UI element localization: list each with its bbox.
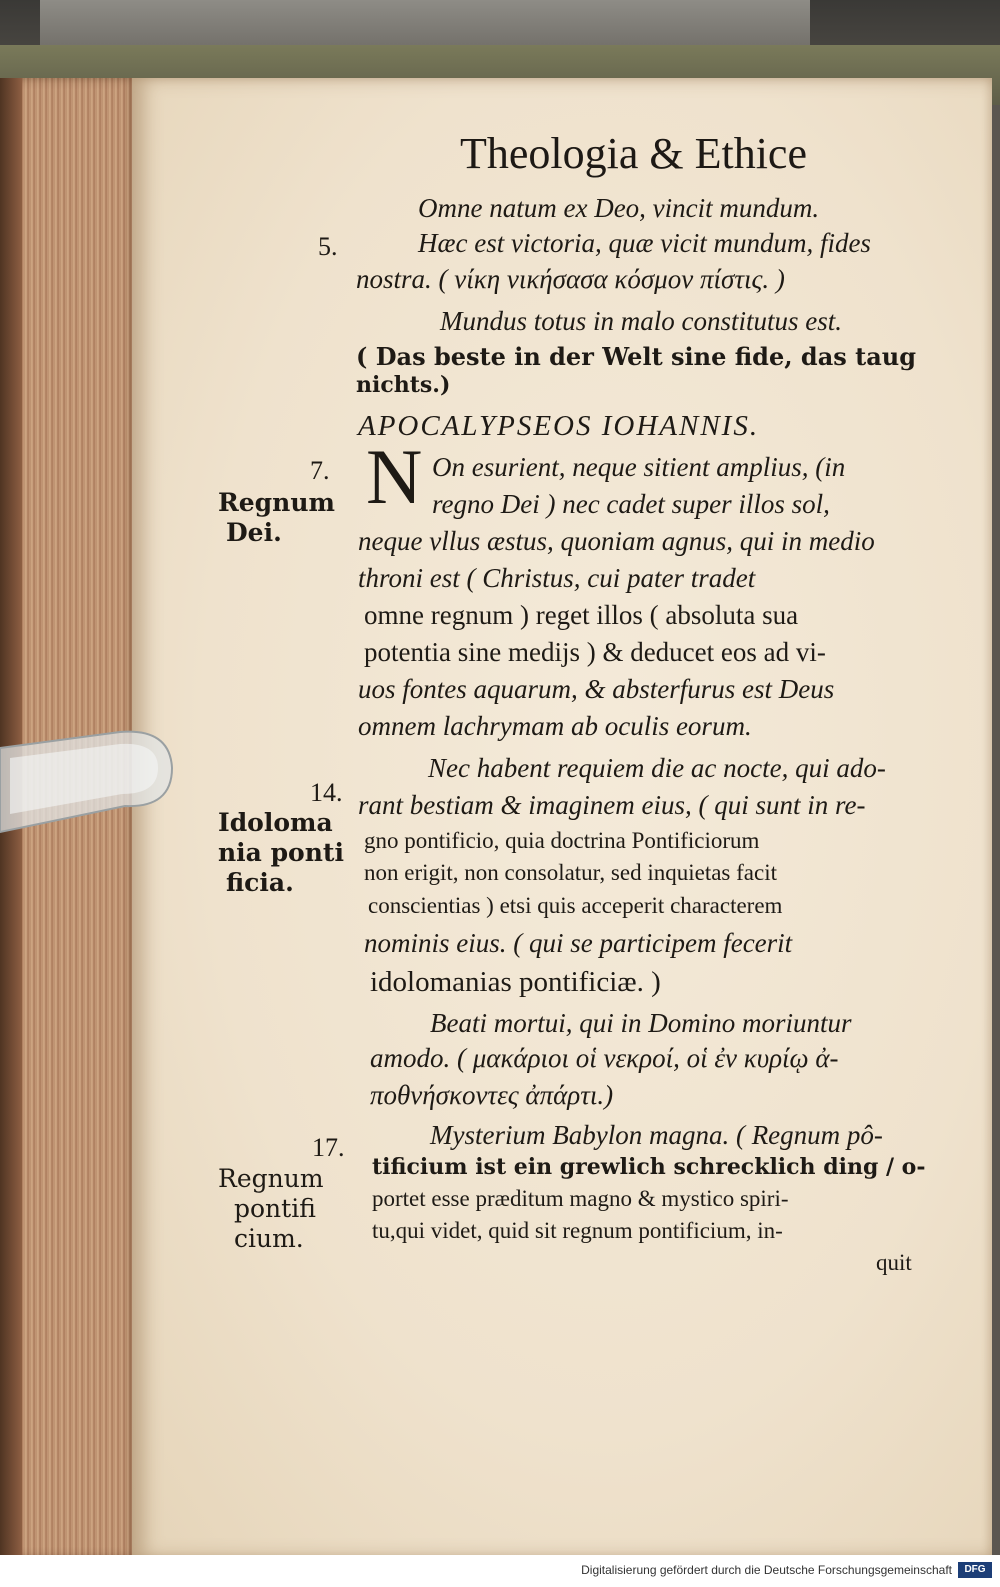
text-line: neque vllus æstus, quoniam agnus, qui in medio <box>358 526 875 556</box>
margin-note: pontifi <box>234 1194 316 1223</box>
section-heading: APOCALYPSEOS IOHANNIS. <box>358 410 760 442</box>
text-line: amodo. ( μακάριοι οἱ νεκροί, οἱ ἐν κυρίῳ ἀ- <box>370 1043 839 1073</box>
text-line: omne regnum ) reget illos ( absoluta sua <box>364 600 799 630</box>
text-line: conscientias ) etsi quis acceperit characterem <box>368 893 783 918</box>
text-line: Mundus totus in malo constitutus est. <box>440 306 843 336</box>
margin-note: ficia. <box>226 868 294 897</box>
margin-note: Idoloma <box>218 808 333 837</box>
margin-note: Regnum <box>218 1164 324 1193</box>
text-line: idolomanias pontificiæ. ) <box>370 966 661 998</box>
text-line: On esurient, neque sitient amplius, (in <box>432 452 846 482</box>
text-line: omnem lachrymam ab oculis eorum. <box>358 711 752 741</box>
margin-note: Dei. <box>226 518 282 547</box>
text-line: regno Dei ) nec cadet super illos sol, <box>432 489 830 519</box>
text-line: portet esse præditum magno & mystico spiri- <box>372 1186 789 1211</box>
verse-number: 7. <box>310 456 330 485</box>
glass-page-clip <box>0 728 175 848</box>
text-line: tificium ist ein grewlich schrecklich ding / o- <box>372 1154 926 1180</box>
verse-number: 14. <box>310 778 343 807</box>
catchword: quit <box>876 1250 912 1275</box>
text-line: throni est ( Christus, cui pater tradet <box>358 563 756 593</box>
text-line: Beati mortui, qui in Domino moriuntur <box>430 1008 852 1038</box>
text-line: rant bestiam & imaginem eius, ( qui sunt in re- <box>358 790 866 820</box>
verse-number: 5. <box>318 232 338 261</box>
running-head: Theologia & Ethice <box>460 129 807 178</box>
verse-number: 17. <box>312 1133 345 1162</box>
drop-capital: N <box>366 433 423 520</box>
text-line: nominis eius. ( qui se participem fecerit <box>364 928 793 958</box>
text-line: uos fontes aquarum, & absterfurus est Deus <box>358 674 835 704</box>
dfg-logo: DFG <box>958 1562 992 1578</box>
text-line: nostra. ( νίκη νικήσασα κόσμον πίστις. ) <box>356 264 785 294</box>
text-line: Nec habent requiem die ac nocte, qui ado- <box>428 753 886 783</box>
text-line: gno pontificio, quia doctrina Pontificiorum <box>364 828 760 853</box>
text-line: ποθνήσκοντες ἀπάρτι.) <box>370 1080 614 1110</box>
margin-note: Regnum <box>218 488 335 517</box>
digitization-credit: Digitalisierung gefördert durch die Deutsche Forschungsgemeinschaft <box>581 1563 952 1577</box>
text-line: non erigit, non consolatur, sed inquietas facit <box>364 860 777 885</box>
margin-note: nia ponti <box>218 838 344 867</box>
text-line: potentia sine medijs ) & deducet eos ad vi- <box>364 637 826 667</box>
margin-note: cium. <box>234 1224 304 1253</box>
text-line: tu,qui videt, quid sit regnum pontificium, in- <box>372 1218 783 1243</box>
text-line: Hæc est victoria, quæ vicit mundum, fides <box>418 228 871 258</box>
text-line: ( Das beste in der Welt sine fide, das taug <box>356 342 916 371</box>
text-line: Omne natum ex Deo, vincit mundum. <box>418 193 820 223</box>
text-line: Mysterium Babylon magna. ( Regnum pô- <box>430 1120 883 1150</box>
text-line: nichts.) <box>356 372 451 398</box>
